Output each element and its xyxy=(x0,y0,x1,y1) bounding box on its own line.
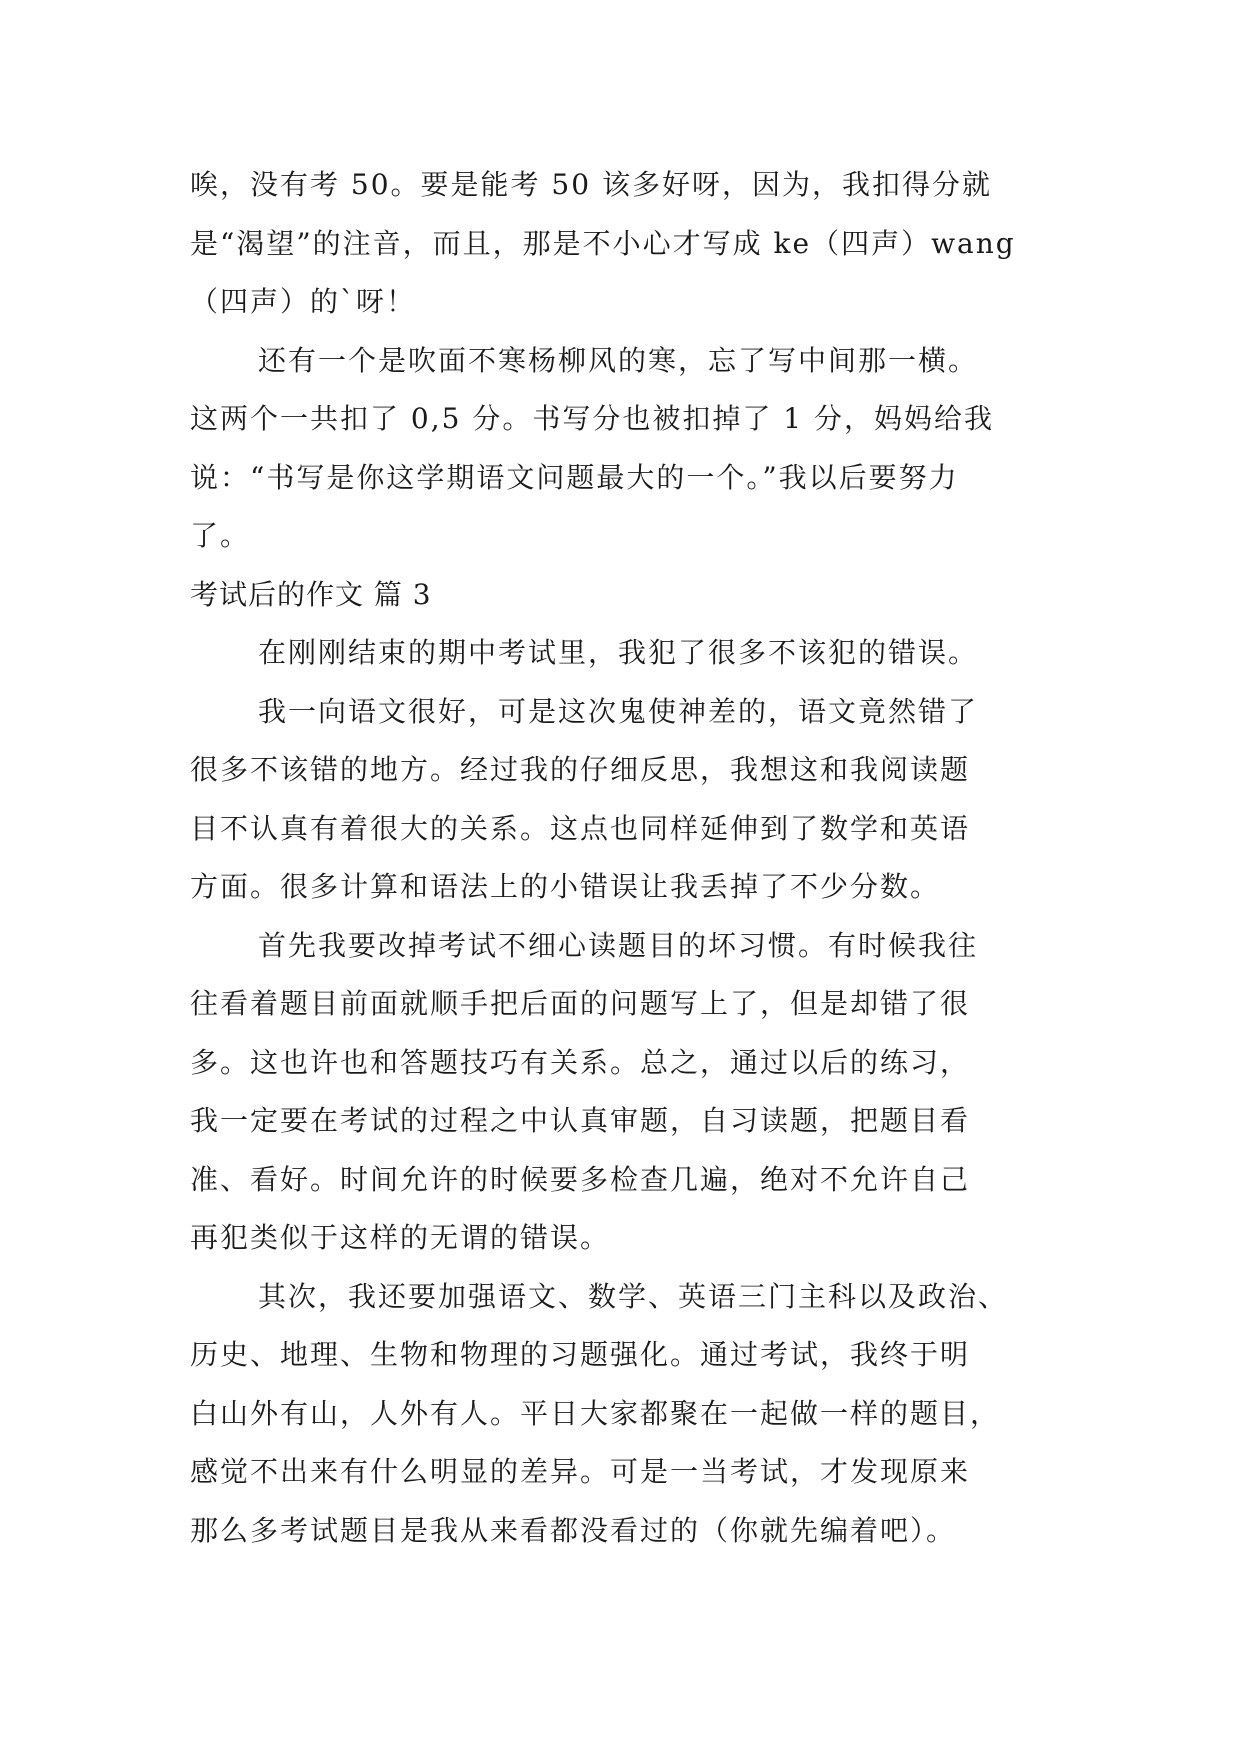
section-heading: 考试后的作文 篇 3 xyxy=(190,577,432,611)
text-line: 了。 xyxy=(190,519,251,552)
paragraph-start: 首先我要改掉考试不细心读题目的坏习惯。有时候我往 xyxy=(258,928,979,962)
text-line: 感觉不出来有什么明显的差异。可是一当考试，才发现原来 xyxy=(190,1455,971,1488)
text-line: 目不认真有着很大的关系。这点也同样延伸到了数学和英语 xyxy=(190,811,971,845)
paragraph-start: 还有一个是吹面不寒杨柳风的寒，忘了写中间那一横。 xyxy=(258,343,979,377)
text-line: （四声）的`呀！ xyxy=(190,285,417,318)
text-line: 历史、地理、生物和物理的习题强化。通过考试，我终于明 xyxy=(190,1338,971,1371)
text-line: 再犯类似于这样的无谓的错误。 xyxy=(190,1221,611,1254)
text-line: 我一定要在考试的过程之中认真审题，自习读题，把题目看 xyxy=(190,1104,971,1137)
text-line: 方面。很多计算和语法上的小错误让我丢掉了不少分数。 xyxy=(190,870,941,903)
paragraph-start: 我一向语文很好，可是这次鬼使神差的，语文竟然错了 xyxy=(258,694,979,728)
text-line: 白山外有山，人外有人。平日大家都聚在一起做一样的题目， xyxy=(190,1396,1001,1430)
document-page xyxy=(190,156,1070,1560)
paragraph-start: 在刚刚结束的期中考试里，我犯了很多不该犯的错误。 xyxy=(258,636,979,669)
text-line: 多。这也许也和答题技巧有关系。总之，通过以后的练习， xyxy=(190,1045,971,1079)
text-line: 说：“书写是你这学期语文问题最大的一个。”我以后要努力 xyxy=(190,460,959,494)
text-line: 那么多考试题目是我从来看都没看过的（你就先编着吧）。 xyxy=(190,1513,957,1547)
text-line: 唉，没有考 50。要是能考 50 该多好呀，因为，我扣得分就 xyxy=(190,168,992,201)
text-line: 是“渴望”的注音，而且，那是不小心才写成 ke（四声）wang xyxy=(190,226,1016,260)
text-line: 准、看好。时间允许的时候要多检查几遍，绝对不允许自己 xyxy=(190,1162,971,1196)
paragraph-start: 其次，我还要加强语文、数学、英语三门主科以及政治、 xyxy=(258,1279,1009,1313)
text-line: 很多不该错的地方。经过我的仔细反思，我想这和我阅读题 xyxy=(190,753,971,786)
text-line: 这两个一共扣了 0,5 分。书写分也被扣掉了 1 分，妈妈给我 xyxy=(190,402,994,435)
text-line: 往看着题目前面就顺手把后面的问题写上了，但是却错了很 xyxy=(190,987,971,1020)
